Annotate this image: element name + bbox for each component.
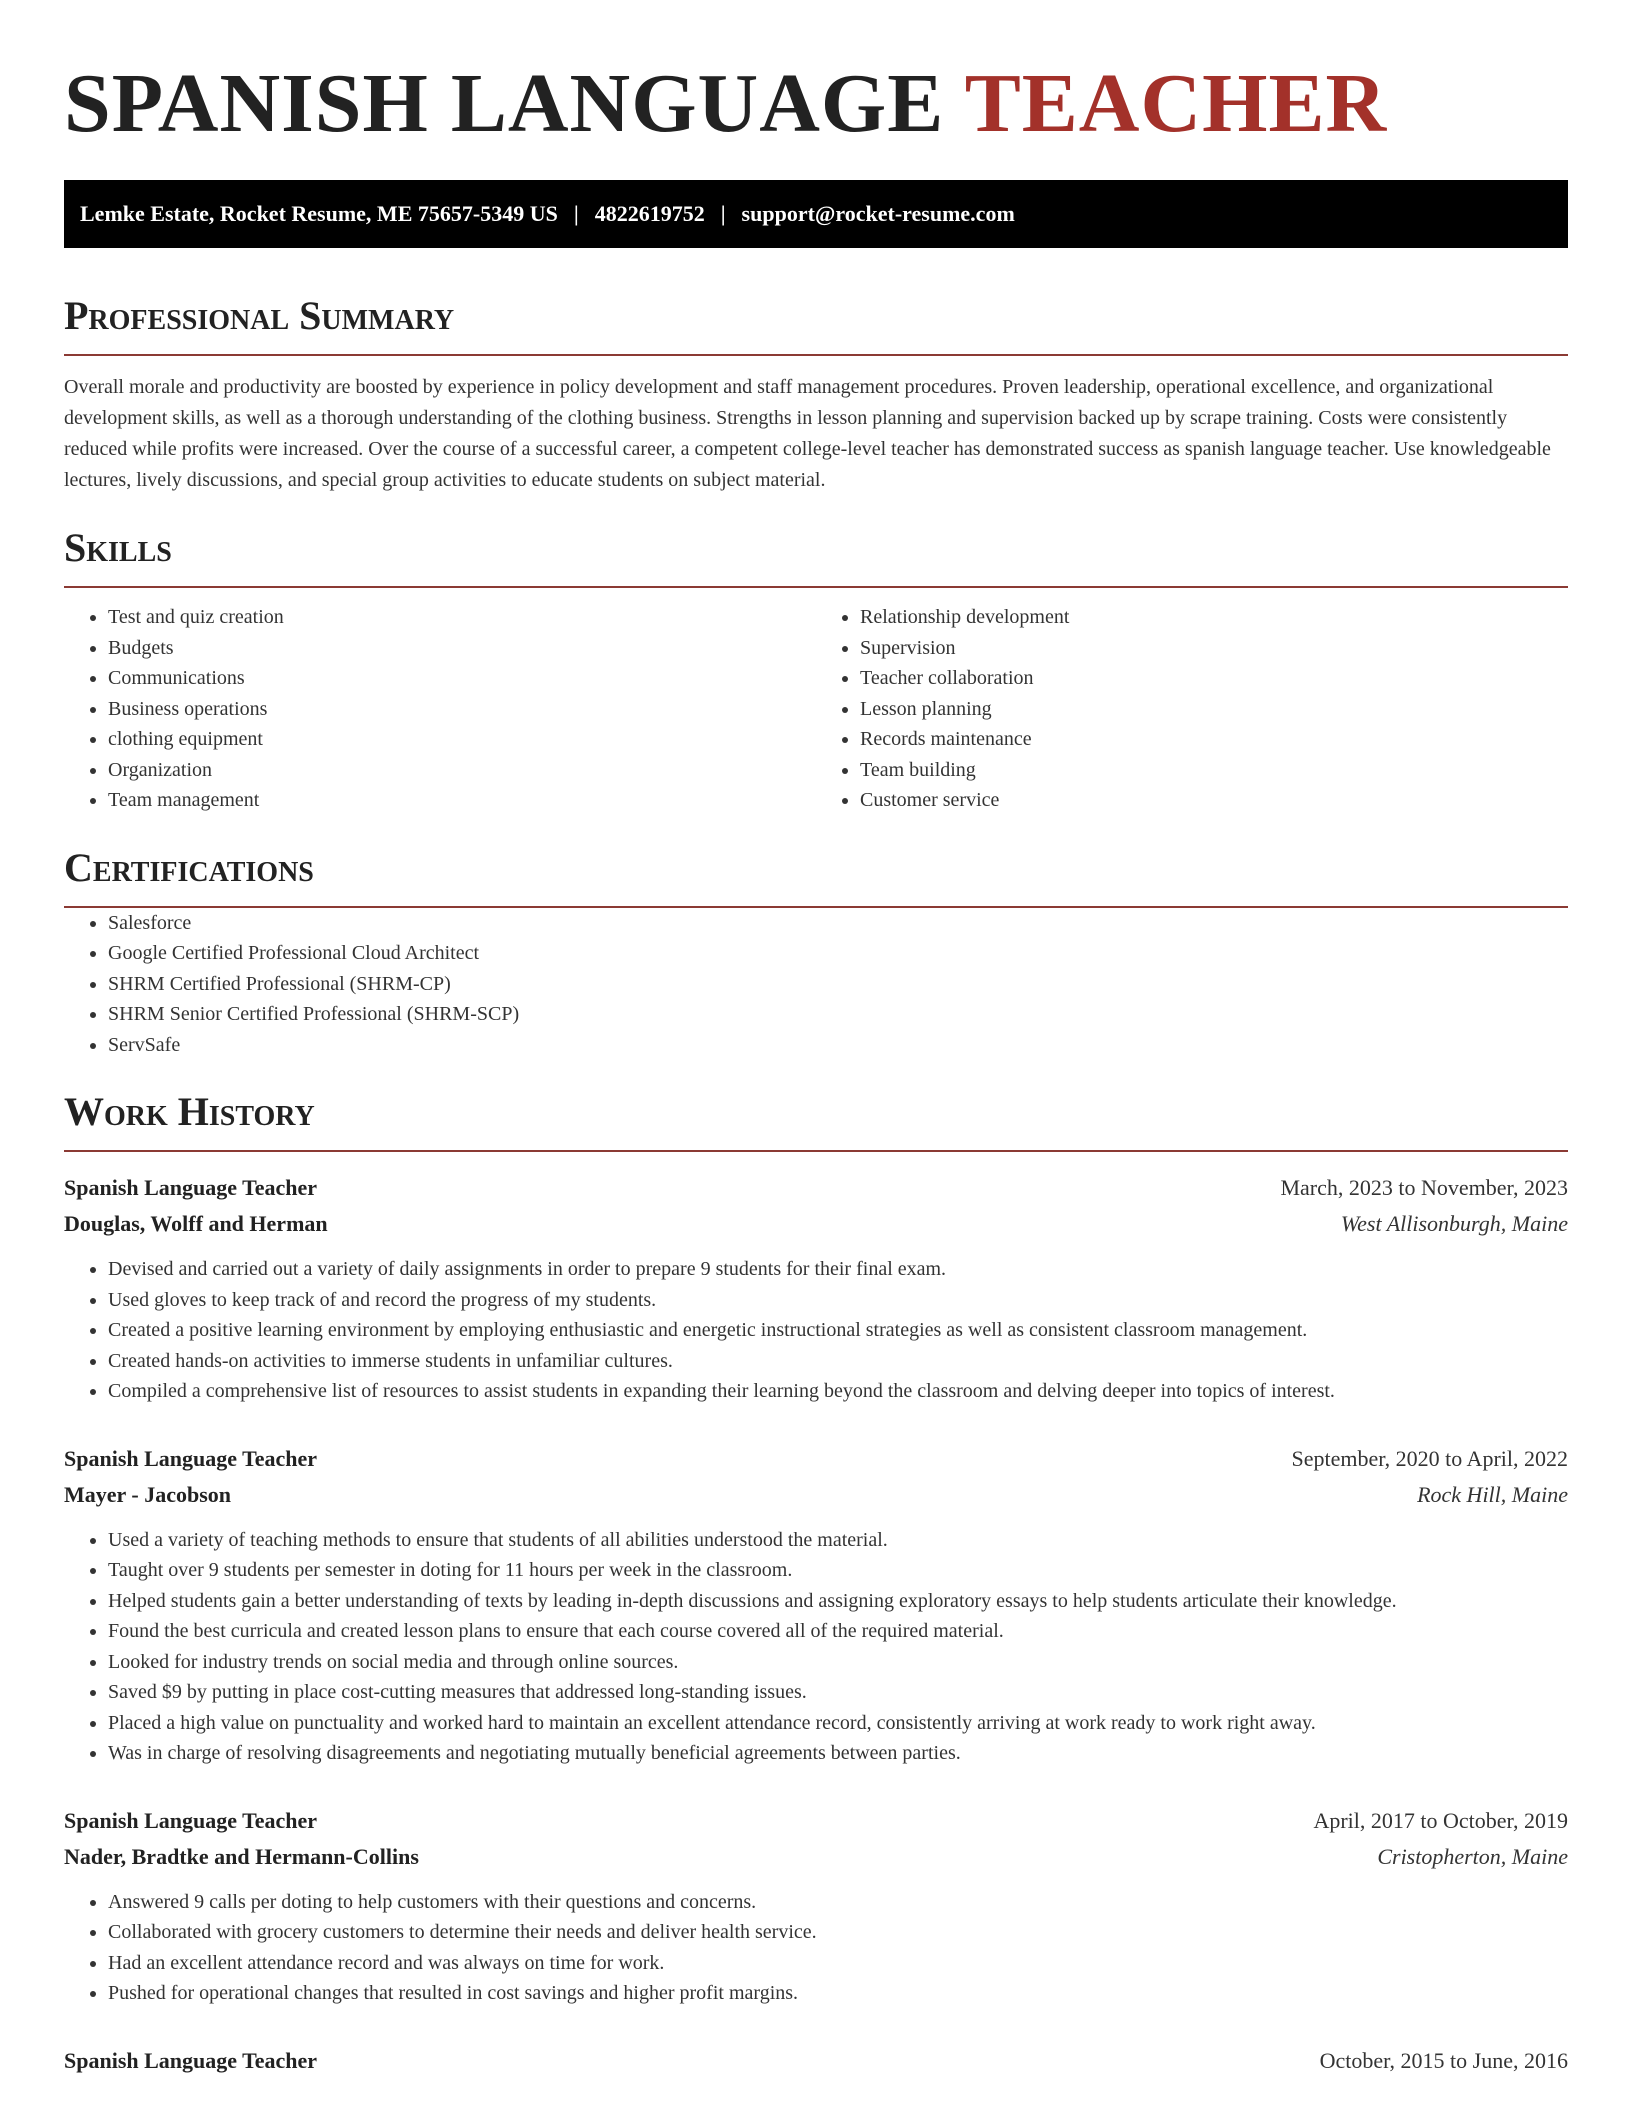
skill-item: • Supervision	[860, 633, 1568, 664]
job-location: Cristopherton, Maine	[1377, 1843, 1568, 1869]
job-bullet: • Saved $9 by putting in place cost-cutting measures that addressed long-standing issues.	[108, 1677, 1568, 1708]
summary-text: Overall morale and productivity are boosted by experience in policy development and staff management procedures. Proven leadership, operational excellence, and organizational development skills, as well as a thorough understanding of the clothing business. Strengths in lesson planning and supervision backed up by scrape training. Costs were consistently reduced while profits were increased. Over the course of a successful career, a competent college-level teacher has demonstrated success as spanish language teacher. Use knowledgeable lectures, lively discussions, and special group activities to educate students on subject material.	[64, 376, 1551, 491]
job-bullet: • Used a variety of teaching methods to ensure that students of all abilities understood the material.	[108, 1525, 1568, 1556]
job-company-row	[64, 1477, 1568, 1513]
job-bullets	[64, 1525, 1568, 1769]
certifications-heading: Certifications	[64, 844, 1568, 908]
job-bullet: • Devised and carried out a variety of daily assignments in order to prepare 9 students for their final exam.	[108, 1254, 1568, 1285]
job-company: Mayer - Jacobson	[64, 1481, 232, 1507]
skill-item: • Team management	[108, 785, 816, 816]
job-company-row	[64, 1206, 1568, 1242]
job-header-row	[64, 1441, 1568, 1477]
skill-item: • Business operations	[108, 694, 816, 725]
job-bullet: • Helped students gain a better understanding of texts by leading in-depth discussions and assigning exploratory essays to help students articulate their knowledge.	[108, 1586, 1568, 1617]
job-bullets	[64, 1887, 1568, 2009]
skills-list-right	[816, 602, 1568, 816]
job-bullet: • Taught over 9 students per semester in doting for 11 hours per week in the classroom.	[108, 1555, 1568, 1586]
job-bullet: • Was in charge of resolving disagreements and negotiating mutually beneficial agreements between parties.	[108, 1738, 1568, 1769]
contact-bar	[64, 180, 1568, 248]
title-main: SPANISH LANGUAGE	[64, 57, 945, 150]
job-header-row	[64, 1170, 1568, 1206]
job-company: Nader, Bradtke and Hermann-Collins	[64, 1843, 419, 1869]
job-title: Spanish Language Teacher	[64, 1807, 318, 1833]
skill-item: • Customer service	[860, 785, 1568, 816]
job-dates: March, 2023 to November, 2023	[1280, 1175, 1568, 1200]
job-bullet: • Had an excellent attendance record and was always on time for work.	[108, 1948, 1568, 1979]
certification-item: • SHRM Senior Certified Professional (SHRM-SCP)	[108, 999, 1568, 1030]
contact-address: Lemke Estate, Rocket Resume, ME 75657-5349 US	[80, 201, 558, 226]
job-header-row	[64, 1803, 1568, 1839]
skill-item: • Lesson planning	[860, 694, 1568, 725]
job-entry	[64, 1441, 1568, 1769]
skill-item: • Relationship development	[860, 602, 1568, 633]
job-bullet: • Pushed for operational changes that resulted in cost savings and higher profit margins.	[108, 1978, 1568, 2009]
job-location: West Allisonburgh, Maine	[1340, 1211, 1568, 1236]
job-entry	[64, 1170, 1568, 1407]
job-bullet: • Collaborated with grocery customers to determine their needs and deliver health service.	[108, 1917, 1568, 1948]
certification-item: • Google Certified Professional Cloud Architect	[108, 938, 1568, 969]
skill-item: • Communications	[108, 663, 816, 694]
contact-phone: 4822619752	[594, 201, 705, 226]
job-company-row	[64, 1839, 1568, 1875]
job-title: Spanish Language Teacher	[64, 1175, 318, 1200]
skill-item: • Teacher collaboration	[860, 663, 1568, 694]
job-bullets	[64, 1254, 1568, 1407]
certification-item: • Salesforce	[108, 908, 1568, 939]
resume-title	[64, 56, 1568, 152]
job-dates: September, 2020 to April, 2022	[1291, 1445, 1568, 1471]
job-bullet: • Placed a high value on punctuality and worked hard to maintain an excellent attendance record, consistently arriving at work ready to work right away.	[108, 1708, 1568, 1739]
contact-email: support@rocket-resume.com	[741, 201, 1015, 226]
job-bullet: • Answered 9 calls per doting to help customers with their questions and concerns.	[108, 1887, 1568, 1918]
job-title: Spanish Language Teacher	[64, 1445, 318, 1471]
skills-heading: Skills	[64, 524, 1568, 588]
skill-item: • Records maintenance	[860, 724, 1568, 755]
summary-heading: Professional Summary	[64, 292, 1568, 356]
skill-item: • Organization	[108, 755, 816, 786]
work-history-heading: Work History	[64, 1088, 1568, 1152]
skill-item: • Budgets	[108, 633, 816, 664]
skills-list-left	[64, 602, 816, 816]
skills-columns	[64, 602, 1568, 816]
job-bullet: • Created hands-on activities to immerse students in unfamiliar cultures.	[108, 1346, 1568, 1377]
skill-item: • Test and quiz creation	[108, 602, 816, 633]
skill-item: • Team building	[860, 755, 1568, 786]
job-location: Rock Hill, Maine	[1417, 1481, 1568, 1507]
contact-separator: |	[720, 201, 726, 226]
job-bullet: • Compiled a comprehensive list of resources to assist students in expanding their learning beyond the classroom and delving deeper into topics of interest.	[108, 1376, 1568, 1407]
job-bullet: • Found the best curricula and created lesson plans to ensure that each course covered all of the required material.	[108, 1616, 1568, 1647]
job-bullet: • Created a positive learning environment by employing enthusiastic and energetic instructional strategies as well as consistent classroom management.	[108, 1315, 1568, 1346]
job-entry	[64, 2043, 1568, 2079]
job-title: Spanish Language Teacher	[64, 2047, 318, 2073]
certification-item: • ServSafe	[108, 1030, 1568, 1061]
title-accent: TEACHER	[964, 57, 1388, 150]
skill-item: • clothing equipment	[108, 724, 816, 755]
job-dates: October, 2015 to June, 2016	[1319, 2047, 1568, 2073]
job-bullet: • Looked for industry trends on social media and through online sources.	[108, 1647, 1568, 1678]
job-header-row	[64, 2043, 1568, 2079]
contact-separator: |	[573, 201, 579, 226]
job-entry	[64, 1803, 1568, 2009]
certifications-list	[64, 908, 1568, 1061]
job-bullet: • Used gloves to keep track of and record the progress of my students.	[108, 1285, 1568, 1316]
job-dates: April, 2017 to October, 2019	[1313, 1807, 1568, 1833]
certification-item: • SHRM Certified Professional (SHRM-CP)	[108, 969, 1568, 1000]
job-company: Douglas, Wolff and Herman	[64, 1211, 328, 1236]
